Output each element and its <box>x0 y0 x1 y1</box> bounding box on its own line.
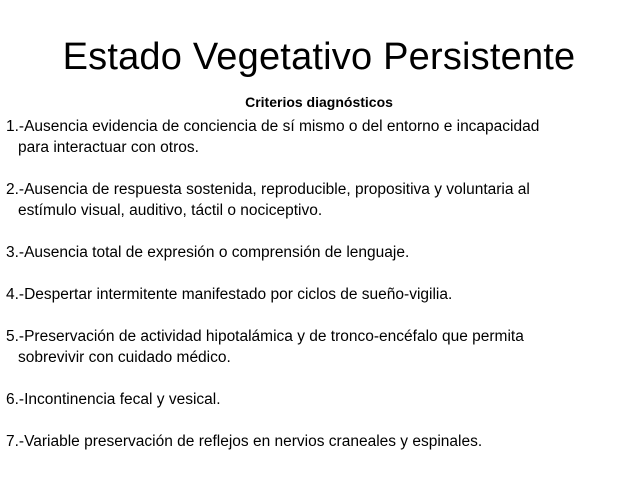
criteria-item-text: 3.-Ausencia total de expresión o comprensión de lenguaje. <box>6 244 410 261</box>
criteria-item-text: 1.-Ausencia evidencia de conciencia de sí mismo o del entorno e incapacidad <box>6 118 540 135</box>
criteria-item-5 <box>6 326 634 368</box>
criteria-item-continuation: sobrevivir con cuidado médico. <box>18 349 231 366</box>
criteria-item-6 <box>6 389 634 410</box>
criteria-item-4 <box>6 284 634 305</box>
slide-subtitle: Criterios diagnósticos <box>245 94 393 110</box>
criteria-item-1 <box>6 116 634 158</box>
criteria-item-text: 4.-Despertar intermitente manifestado por ciclos de sueño-vigilia. <box>6 286 453 303</box>
slide-title: Estado Vegetativo Persistente <box>62 36 576 78</box>
criteria-item-text: 7.-Variable preservación de reflejos en nervios craneales y espinales. <box>6 433 483 450</box>
criteria-item-text: 6.-Incontinencia fecal y vesical. <box>6 391 221 408</box>
criteria-item-continuation: para interactuar con otros. <box>18 139 199 156</box>
criteria-item-7 <box>6 431 634 452</box>
criteria-item-text: 2.-Ausencia de respuesta sostenida, reproducible, propositiva y voluntaria al <box>6 181 530 198</box>
criteria-item-3 <box>6 242 634 263</box>
criteria-item-2 <box>6 179 634 221</box>
criteria-item-continuation: estímulo visual, auditivo, táctil o nociceptivo. <box>18 202 323 219</box>
criteria-list <box>6 116 634 452</box>
criteria-item-text: 5.-Preservación de actividad hipotalámica y de tronco-encéfalo que permita <box>6 328 524 345</box>
